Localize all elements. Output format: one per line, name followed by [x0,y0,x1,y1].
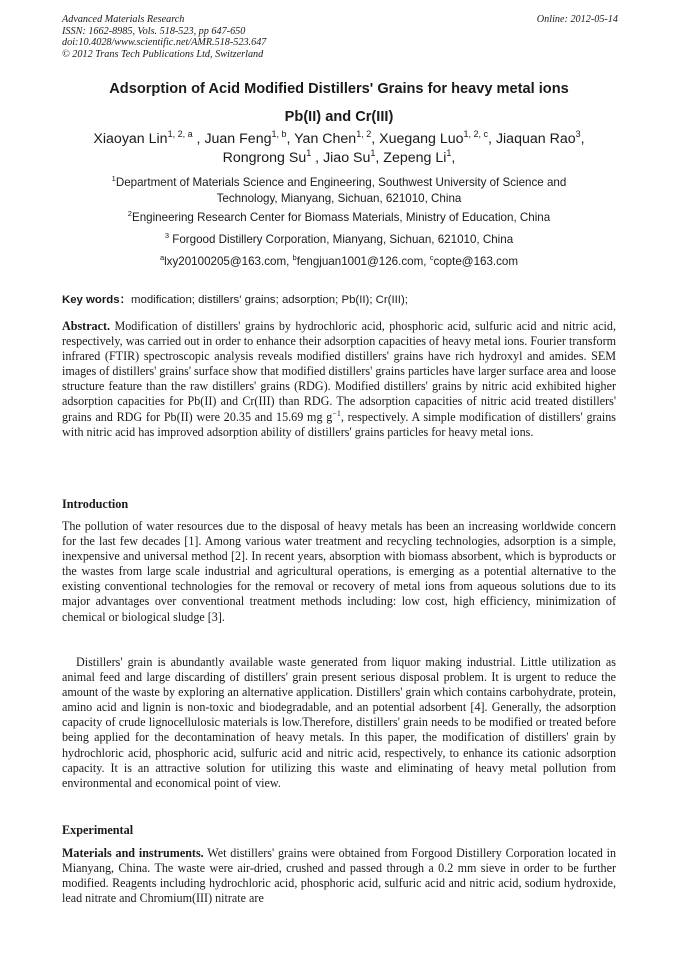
author-name: Zepeng Li [383,150,447,166]
author-affiliation-mark: 1, 2 [356,129,372,139]
abstract-unit-exponent: −1 [332,408,341,418]
author-separator: , [311,150,324,166]
author-separator: , [488,131,496,147]
affiliation-2 [62,210,616,226]
keywords-text: modification; distillers' grains; adsorption; Pb(II); Cr(III); [131,294,408,306]
author-affiliation-mark: 1, 2, c [463,129,489,139]
introduction-paragraph-1: The pollution of water resources due to the disposal of heavy metals has been an increasing worldwide concern for the last few decades [1]. Among various water treatment and recycling technologies, adsorption is a simple, inexpensive and universal method [2]. In recent years, absorption with biomass absorbent, which is byproducts or the wastes from large scale industrial and agricultural operations, is emerging as a potential alternative to the existing conventional technologies for the removal or recovery of metal ions from aqueous solutions due to its major advantages over conventional treatment methods including: low cost, high efficiency, minimization of chemical or biological sludge [3]. [62,519,616,624]
author-affiliation-mark: 1, 2, a [167,129,193,139]
keywords [62,291,616,307]
introduction-heading: Introduction [62,497,129,511]
doi-line: doi:10.4028/www.scientific.net/AMR.518-523.647 [62,37,267,49]
author-name: Xuegang Luo [379,131,464,147]
email-mark: c [429,253,434,262]
abstract [62,319,616,440]
author-name: Juan Feng [204,131,272,147]
author-separator: , [451,150,456,166]
author-name: Jiao Su [323,150,371,166]
author-list [62,130,616,168]
journal-header [62,14,618,60]
materials-subheading: Materials and instruments. [62,846,204,860]
abstract-label: Abstract. [62,319,111,333]
email-mark: a [159,253,165,262]
abstract-text: , respectively. A simple modification of distillers' grains with nitric acid has improved adsorption ability of distillers' grains particles for heavy metal ions. [62,409,616,439]
author-emails [62,254,616,270]
affiliation-text: Technology, Mianyang, Sichuan, 621010, China [216,192,462,205]
author-name: Yan Chen [294,131,357,147]
affiliation-1 [62,175,616,207]
experimental-paragraph-1 [62,846,616,906]
author-affiliation-mark: 1 [446,148,452,158]
author-affiliation-mark: 1, b [271,129,287,139]
author-separator: , [580,131,585,147]
affiliation-text: Department of Materials Science and Engineering, Southwest University of Science and [115,176,567,189]
author-separator: , [192,131,205,147]
email-link[interactable]: lxy20100205@163.com, [164,255,293,268]
affiliation-mark: 1 [111,174,116,183]
email-link[interactable]: copte@163.com [433,255,519,268]
affiliation-3 [62,232,616,248]
online-date: Online: 2012-05-14 [536,14,618,25]
experimental-text: Wet distillers' grains were obtained from Forgood Distillery Corporation located in Mianyang, China. The waste were air-dried, crushed and passed through a 0.2 mm sieve in order to be further modified. Reagents including hydrochloric acid, phosphoric acid, sulfuric acid and nitric acid, sodium hydroxide, lead nitrate and Chromium(III) nitrate are [62,846,617,906]
author-separator: , [286,131,295,147]
paper-title-line1: Adsorption of Acid Modified Distillers' Grains for heavy metal ions [109,81,569,97]
affiliation-mark: 3 [164,231,170,240]
author-affiliation-mark: 1 [370,148,376,158]
email-mark: b [292,253,297,262]
author-name: Jiaquan Rao [495,131,576,147]
affiliation-text: Engineering Research Center for Biomass Materials, Ministry of Education, China [131,211,551,224]
keywords-label: Key words： [62,294,131,306]
author-affiliation-mark: 3 [575,129,581,139]
author-name: Xiaoyan Lin [93,131,168,147]
email-link[interactable]: fengjuan1001@126.com, [296,255,430,268]
author-separator: , [371,131,380,147]
copyright-line: © 2012 Trans Tech Publications Ltd, Switzerland [62,48,264,60]
author-separator: , [375,150,384,166]
issn-line: ISSN: 1662-8985, Vols. 518-523, pp 647-650 [62,25,246,37]
abstract-text: Modification of distillers' grains by hydrochloric acid, phosphoric acid, sulfuric acid and nitric acid, respectively, was carried out in order to enhance their adsorption capacities of heavy metal ions. Fourier transform infrared (FTIR) spectroscopic analysis reveals modified distillers' grains have rich hydroxyl and amides. SEM images of distillers' grains' surface show that modified distillers' grains particles have larger surface area and loose structure feature than the raw distillers' grains (RDG). Modified distillers' grains by nitric acid exhibited higher adsorption capacities for Pb(II) and Cr(III) than RDG. The adsorption capacities of nitric acid treated distillers' grains and RDG for Pb(II) were 20.35 and 15.69 mg g [62,319,616,424]
author-name: Rongrong Su [222,150,307,166]
journal-name: Advanced Materials Research [62,14,185,25]
introduction-paragraph-2: Distillers' grain is abundantly available waste generated from liquor making industrial. Little utilization as animal feed and large discarding of distillers' grain present serious disposal problem. It is urgent to reduce the amount of the waste by exploring an alternative application. Distillers' grain which contains carbohydrate, protein, amino acid and lignin is non-toxic and biodegradable, and an potential adsorbent [4]. Generally, the adsorption capacity of crude lignocellulosic materials is low.Therefore, distillers' grain needs to be modified or treated before being applied for the decontamination of heavy metals. In this paper, the modification of distillers' grain by hydrochloric acid, phosphoric acid, sulfuric acid and nitric acid, respectively, to enhance its cationic adsorption capacity. It is an attractive solution for utilizing this waste and eliminating of heavy metal pollution from environmental and economical point of view. [62,655,616,790]
author-affiliation-mark: 1 [306,148,312,158]
affiliation-text: Forgood Distillery Corporation, Mianyang, Sichuan, 621010, China [169,233,514,246]
paper-title-line2: Pb(II) and Cr(III) [284,109,394,125]
affiliation-mark: 2 [127,209,132,218]
experimental-heading: Experimental [62,823,134,837]
